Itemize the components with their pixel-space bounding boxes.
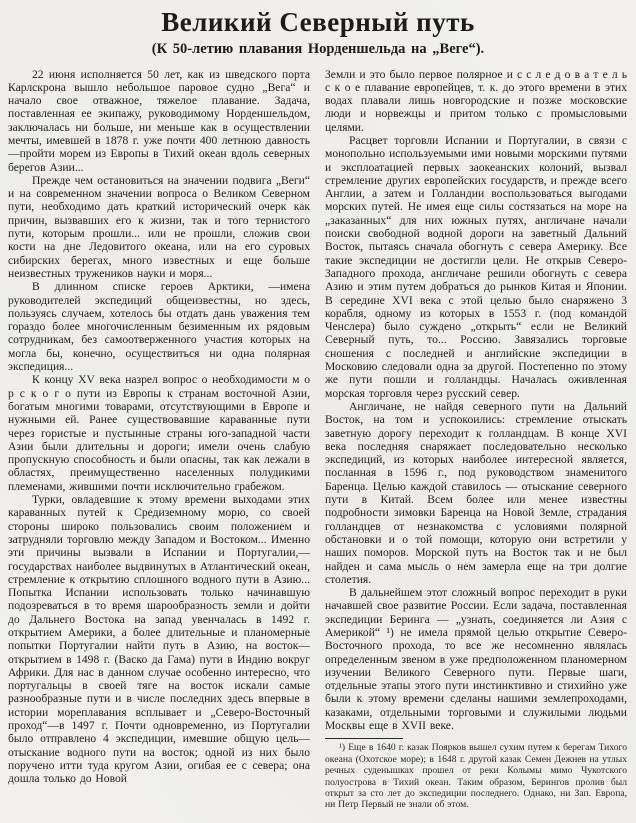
paragraph: К концу XV века назрел вопрос о необходимости м о р с к о г о пути из Европы к странам восточной Азии, богатым многими товарами, отсутствующими в Европе и нужными ей. Ранее существовавшие караванные пути через гористые и пустынные страны юго-западной части Азии были длительны и дороги; имели очень слабую пропускную способность и были опасны, так как лежали в областях, преимущественно населенных полудикими племенами, жившими почти исключительно грабежом.	[8, 373, 310, 493]
article-subtitle: (К 50-летию плавания Норденшельда на „Веге“).	[151, 41, 485, 58]
two-column-body	[8, 68, 628, 811]
right-column	[325, 68, 627, 811]
left-column	[8, 68, 310, 811]
footnote	[325, 738, 627, 810]
paragraph: 22 июня исполняется 50 лет, как из шведского порта Карлскрона вышло небольшое паровое судно „Вега“ и начало свое отважное, тяжелое плавание. Задача, поставленная ее экипажу, руководимому Норденшельдом, заключалась ни больше, ни меньше как в осуществлении мечты, имевшей в 1878 г. уже почти 400 летнюю давность—пройти морем из Европы в Тихий океан вдоль северных берегов Азии...	[8, 67, 310, 174]
footnote-text: ¹) Еще в 1640 г. казак Поярков вышел сухим путем к берегам Тихого океана (Охотское море); в 1648 г. другой казак Семен Дежнев на утлых речных суденышках прошел от реки Колымы мимо Чукотского полуострова в Тихий океан. Таким образом, Берингов пролив был открыт за сто лет до экспедиции последнего. Однако, ни Зап. Европа, ни Петр Первый не знали об этом.	[325, 742, 627, 811]
page-title: Великий Северный путь	[161, 7, 475, 37]
paragraph: Расцвет торговли Испании и Португалии, в связи с монопольно используемыми ими новыми морскими путями и эксплоатацией первых заокеанских колоний, вызвал стремление других европейских государств, и прежде всего Англии, а затем и Голландии воспользоваться выгодами морских путей. Не имея еще силы состязаться на море на „заказанных“ для них южных путях, англичане начали поиски свободной водной дороги на заветный Дальний Восток, пытаясь сначала обогнуть с севера Америку. Все такие экспедиции не достигли цели. Не открыв Северо-Западного прохода, англичане решили обогнуть с севера Азию и этим путем добраться до рынков Китая и Японии. В середине XVI века с этой целью было снаряжено 3 корабля, одному из которых в 1553 г. (под командой Ченслера) было суждено „открыть“ если не Великий Северный путь, то... Россию. Завязались торговые сношения с последней и английские экспедиции в Московию следовали одна за другой. Постепенно по этому же пути пошли и голландцы. Началась оживленная морская торговля через русский север.	[325, 134, 627, 400]
footnote-separator	[325, 738, 403, 739]
paragraph-continuation: Земли и это было первое полярное и с с л е д о в а т е л ь с к о е плавание европейцев, т. к. до этого времени в этих водах плавали лишь новгородские и позже московские люди и норвежцы и притом только с промысловыми целями.	[325, 67, 627, 134]
paragraph: В длинном списке героев Арктики, —имена руководителей экспедиций общеизвестны, но здесь, пользуясь случаем, хотелось бы отдать дань уважения тем гораздо более многочисленным безименным их рядовым сотрудникам, без самоотверженного участия которых на могла бы, конечно, осуществиться ни одна полярная экспедиция...	[8, 280, 310, 374]
paragraph: В дальнейшем этот сложный вопрос переходит в руки начавшей свое развитие России. Если задача, поставленная экспедиции Беринга — „узнать, соединяется ли Азия с Америкой“ ¹) не имела прямой целью открытие Северо-Восточного прохода, то все же несомненно являлась определенным звеном в уже предположенном планомерном изучении Великого Северного пути. Первые шаги, отдельные этапы этого пути инстинктивно и стихийно уже были к этому времени сделаны нашими землепроходами, казаками, отдельными торговыми и служилыми людьми Москвы еще в XVII веке.	[325, 586, 627, 733]
paragraph: Турки, овладевшие к этому времени выходами этих караванных путей к Средиземному морю, со своей стороны широко пользовались своим положением и затрудняли торговлю между Западом и Востоком... Именно эти причины вызвали в Испании и Португалии,—государствах наиболее выдвинутых в Атлантический океан, стремление к открытию сплошного водного пути в Азию... Попытка Испании использовать только начинавшую подозреваться в то время шарообразность земли и дойти до Дальнего Востока на запад увенчалась в 1492 г. открытием Америки, а более длительные и планомерные попытки Португалии найти путь в Азию, на восток—открытием в 1498 г. (Васко да Гама) пути в Индию вокруг Африки. Для нас в данном случае особенно интересно, что португальцы в своей тяге на восток искали самые разнообразные пути и в числе последних здесь впервые в истории мореплавания всплывает и „Северо-Восточный проход“—в 1497 г. Почти одновременно, из Португалии было отправлено 4 экспедиции, имевшие общую цель—отыскание водного пути на восток; одной из них было поручено итти туда кругом Азии, огибая ее с севера; она дошла только до Новой	[8, 493, 310, 786]
paragraph: Англичане, не найдя северного пути на Дальний Восток, на том и успокоились: стремление отыскать заветную дорогу переходит к голландцам. В конце XVI века последняя снаряжает последовательно несколько экспедиций, из которых наиболее интересной является, посланная в 1596 г., под руководством знаменитого Баренца. Целью каждой ставилось — отыскание северного пути в Китай. Всем более или менее известны подробности зимовки Баренца на Новой Земле, страдания голландцев от незнакомства с условиями полярной обстановки и о той помощи, которую они встретили у наших поморов. Морской путь на Восток так и не был найден и сама мысль о нем замерла еще на три долгие столетия.	[325, 399, 627, 586]
paragraph: Прежде чем остановиться на значении подвига „Веги“ и на современном значении вопроса о Великом Северном пути, необходимо дать краткий исторический очерк как причин, вызвавших его к жизни, так и того тернистого пути, которым прошли... или не прошли, сложив свои кости на дне Ледовитого океана, или на его суровых сибирских берегах, много известных и еще больше неизвестных тружеников науки и моря...	[8, 173, 310, 280]
article-header	[8, 0, 628, 59]
